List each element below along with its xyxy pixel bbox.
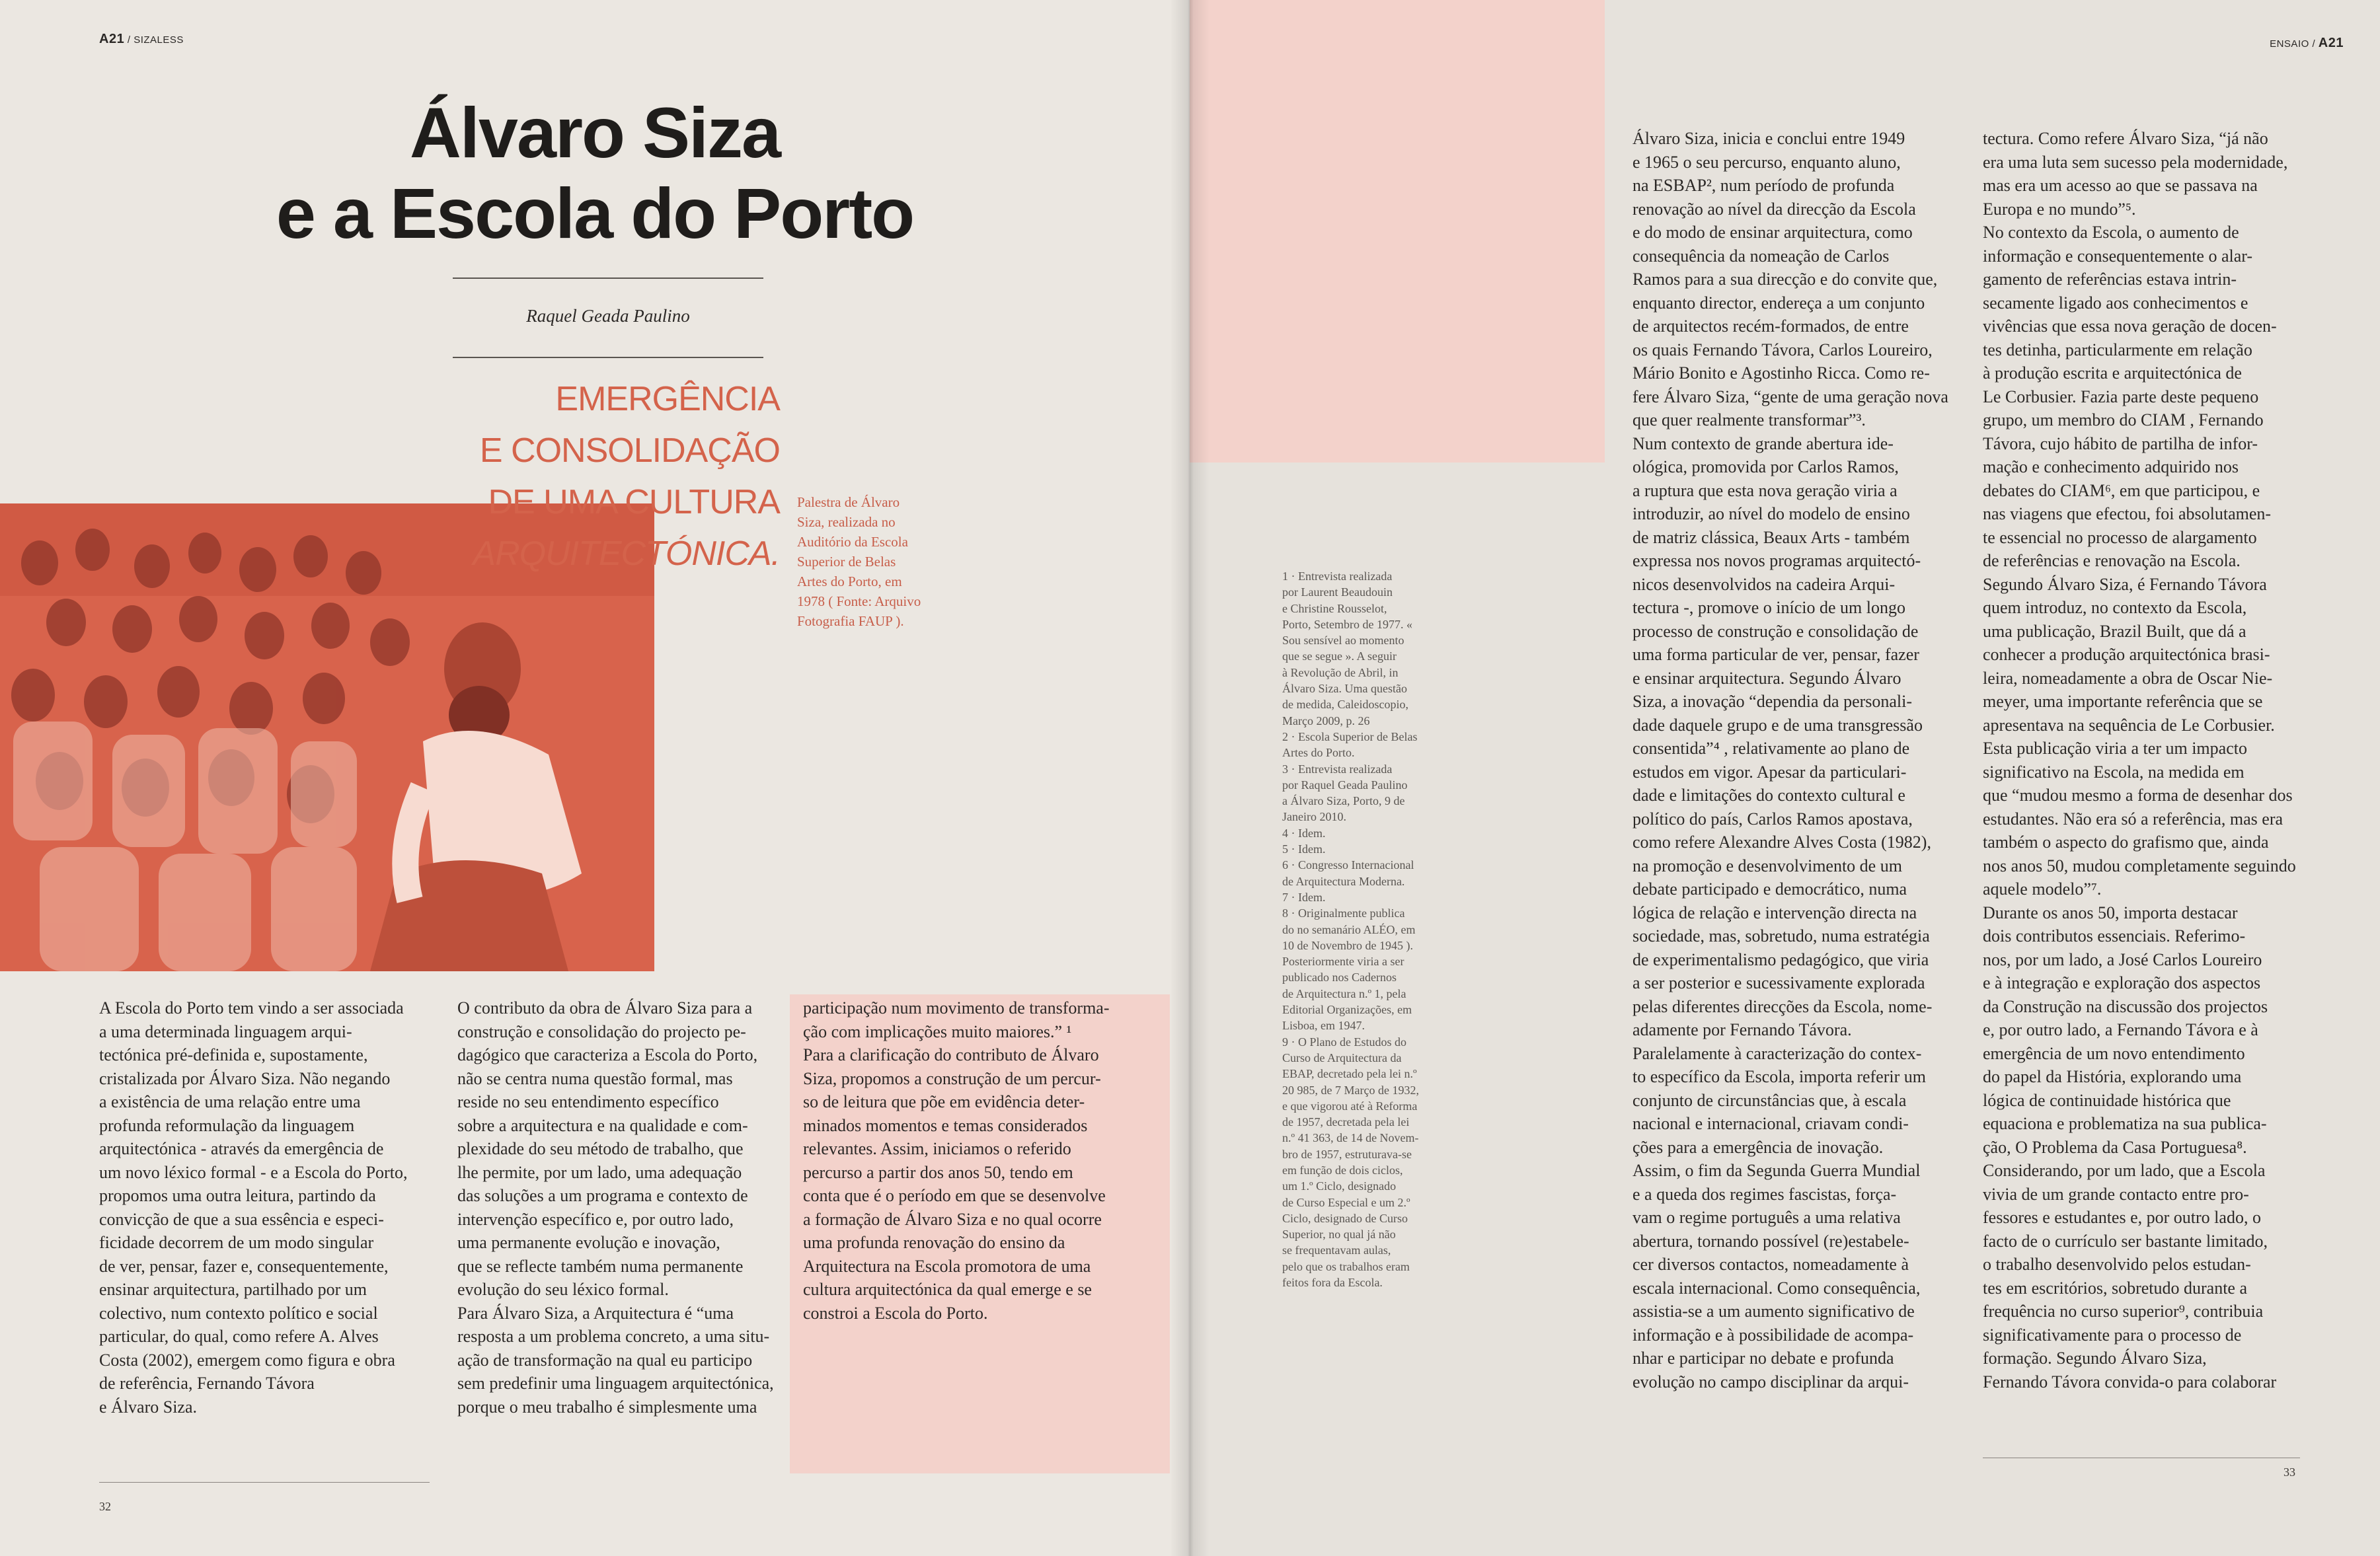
body-text-line: dagógico que caracteriza a Escola do Porto, xyxy=(457,1045,758,1064)
body-text-line: significativo na Escola, na medida em xyxy=(1983,762,2245,782)
body-text-line: Le Corbusier. Fazia parte deste pequeno xyxy=(1983,387,2259,406)
body-text-line: que se reflecte também numa permanente xyxy=(457,1256,744,1276)
header-separator: / xyxy=(2309,38,2319,50)
footnote-line: e que vigorou até à Reforma xyxy=(1282,1099,1418,1113)
body-text-line: Para a clarificação do contributo de Álvaro xyxy=(803,1045,1099,1064)
footnote-line: Março 2009, p. 26 xyxy=(1282,714,1370,727)
body-text-line: adamente por Fernando Távora. xyxy=(1632,1020,1852,1039)
body-text-line: meyer, uma importante referência que se xyxy=(1983,692,2263,711)
footnote-line: 9 · O Plano de Estudos do xyxy=(1282,1035,1406,1049)
body-text-line: reside no seu entendimento específico xyxy=(457,1092,719,1111)
body-text-line: como refere Alexandre Alves Costa (1982), xyxy=(1632,833,1931,852)
body-text-line: ção com implicações muito maiores.” ¹ xyxy=(803,1021,1072,1041)
footnote-line: 20 985, de 7 Março de 1932, xyxy=(1282,1083,1419,1097)
body-text-line: de referência, Fernando Távora xyxy=(99,1374,315,1393)
subtitle-line-4: ARQUITECTÓNICA. xyxy=(473,535,780,573)
body-text-line: abertura, tornando possível (re)estabele- xyxy=(1632,1231,1909,1251)
body-text-line: Távora, cujo hábito de partilha de infor- xyxy=(1983,433,2258,453)
body-text-line: cristalizada por Álvaro Siza. Não negando xyxy=(99,1068,391,1088)
body-text-line: informação e consequentemente o alar- xyxy=(1983,246,2253,266)
body-text-line: a ruptura que esta nova geração viria a xyxy=(1632,480,1898,500)
pink-corner-block xyxy=(1190,0,1605,463)
body-text-line: uma permanente evolução e inovação, xyxy=(457,1233,720,1252)
body-text-line: facto de o currículo ser bastante limitado, xyxy=(1983,1231,2268,1251)
body-text-line: Para Álvaro Siza, a Arquitectura é “uma xyxy=(457,1303,734,1323)
body-text-line: dade daquele grupo e de uma transgressão xyxy=(1632,715,1923,735)
caption-line: Artes do Porto, em xyxy=(797,574,902,589)
footnote-line: a Álvaro Siza, Porto, 9 de xyxy=(1282,794,1405,808)
body-text-line: os quais Fernando Távora, Carlos Loureiro, xyxy=(1632,340,1933,359)
body-text-line: ológica, promovida por Carlos Ramos, xyxy=(1632,457,1899,476)
body-text-line: nacional e internacional, criavam condi- xyxy=(1632,1114,1909,1133)
body-text-line: de referências e renovação na Escola. xyxy=(1983,551,2241,570)
body-text-line: e Álvaro Siza. xyxy=(99,1397,198,1417)
body-text-line: fere Álvaro Siza, “gente de uma geração nova xyxy=(1632,387,1948,406)
footnote-line: 3 · Entrevista realizada xyxy=(1282,762,1393,776)
body-text-line: debates do CIAM⁶, em que participou, e xyxy=(1983,480,2260,500)
body-text-line: tectura. Como refere Álvaro Siza, “já não xyxy=(1983,129,2268,148)
body-text-line: nicos desenvolvidos na cadeira Arqui- xyxy=(1632,574,1896,594)
body-text-line: Assim, o fim da Segunda Guerra Mundial xyxy=(1632,1161,1921,1180)
body-text-line: Siza, a inovação “dependia da personali- xyxy=(1632,692,1913,711)
author-name: Raquel Geada Paulino xyxy=(526,306,690,326)
footnote-line: de Arquitectura Moderna. xyxy=(1282,874,1405,888)
body-text-line: Considerando, por um lado, que a Escola xyxy=(1983,1161,2266,1180)
body-text-line: Álvaro Siza, inicia e conclui entre 1949 xyxy=(1632,129,1905,148)
footnote-line: Sou sensível ao momento xyxy=(1282,634,1404,648)
body-text-line: nos anos 50, mudou completamente seguindo xyxy=(1983,856,2296,875)
body-column-1 xyxy=(99,996,436,1419)
body-text-line: expressa nos novos programas arquitectó- xyxy=(1632,551,1921,570)
footnote-line: 2 · Escola Superior de Belas xyxy=(1282,729,1418,743)
body-text-line: particular, do qual, como refere A. Alves xyxy=(99,1327,379,1346)
body-text-line: um novo léxico formal - e a Escola do Porto, xyxy=(99,1162,408,1182)
footnote-line: 8 · Originalmente publica xyxy=(1282,907,1405,920)
body-text-line: leira, nomeadamente a obra de Oscar Nie- xyxy=(1983,668,2273,688)
caption-line: Auditório da Escola xyxy=(797,534,908,550)
body-text-line: mas era um acesso ao que se passava na xyxy=(1983,176,2258,195)
body-text-line: estudantes. Não era só a referência, mas era xyxy=(1983,809,2284,829)
footnote-line: de Arquitectura n.º 1, pela xyxy=(1282,986,1406,1000)
right-page-header xyxy=(2270,36,2344,51)
body-text-line: propomos uma outra leitura, partindo da xyxy=(99,1186,376,1205)
body-text-line: escala internacional. Como consequência, xyxy=(1632,1278,1921,1298)
body-text-line: tes em escritórios, sobretudo durante a xyxy=(1983,1278,2247,1298)
footnote-line: um 1.º Ciclo, designado xyxy=(1282,1179,1397,1193)
body-column-right-2 xyxy=(1983,127,2326,1393)
body-text-line: conjunto de circunstâncias que, à escala xyxy=(1632,1090,1907,1110)
caption-line: Fotografia FAUP ). xyxy=(797,613,904,629)
body-text-line: equaciona e problematiza na sua publica- xyxy=(1983,1114,2267,1133)
footnote-line: que se segue ». A seguir xyxy=(1282,649,1397,663)
body-text-line: a ser posterior e sucessivamente explorada xyxy=(1632,973,1925,992)
footnote-line: 5 · Idem. xyxy=(1282,842,1326,856)
body-text-line: Siza, propomos a construção de um percur- xyxy=(803,1068,1101,1088)
body-text-line: dade e limitações do contexto cultural e xyxy=(1632,786,1905,805)
footer-rule-left xyxy=(99,1482,430,1483)
footnote-line: Superior, no qual já não xyxy=(1282,1228,1396,1241)
body-text-line: lógica de continuidade histórica que xyxy=(1983,1090,2231,1110)
book-spine-shadow xyxy=(1170,0,1209,1556)
footnote-line: do no semanário ALÉO, em xyxy=(1282,922,1416,936)
body-text-line: vivências que essa nova geração de docen- xyxy=(1983,316,2277,336)
body-column-right-1 xyxy=(1632,127,1983,1393)
footnote-line: e Christine Rousselot, xyxy=(1282,601,1387,615)
footnotes xyxy=(1282,568,1500,1290)
body-text-line: debate participado e democrático, numa xyxy=(1632,879,1907,899)
body-text-line: profunda reformulação da linguagem xyxy=(99,1115,355,1135)
caption-line: Palestra de Álvaro xyxy=(797,494,900,510)
caption-line: 1978 ( Fonte: Arquivo xyxy=(797,593,921,609)
body-text-line: vivia de um grande contacto entre pro- xyxy=(1983,1184,2249,1204)
title-rule-bottom xyxy=(453,357,763,358)
body-text-line: da Construção na discussão dos projectos xyxy=(1983,996,2268,1016)
body-text-line: e a queda dos regimes fascistas, força- xyxy=(1632,1184,1897,1204)
body-text-line: Costa (2002), emergem como figura e obra xyxy=(99,1350,395,1370)
body-text-line: Arquitectura na Escola promotora de uma xyxy=(803,1256,1091,1276)
body-text-line: nos, por um lado, a José Carlos Loureiro xyxy=(1983,949,2262,969)
subtitle-line-3: DE UMA CULTURA xyxy=(488,483,780,521)
body-text-line: emergência de um novo entendimento xyxy=(1983,1043,2245,1063)
footnote-line: pelo que os trabalhos eram xyxy=(1282,1259,1410,1273)
body-text-line: das soluções a um programa e contexto de xyxy=(457,1186,748,1205)
body-text-line: sem predefinir uma linguagem arquitectónica, xyxy=(457,1374,774,1393)
body-text-line: lhe permite, por um lado, uma adequação xyxy=(457,1162,742,1182)
body-text-line: Num contexto de grande abertura ide- xyxy=(1632,433,1894,453)
body-text-line: informação e à possibilidade de acompa- xyxy=(1632,1325,1914,1345)
subtitle-line-1: EMERGÊNCIA xyxy=(555,380,780,418)
body-text-line: era uma luta sem sucesso pela modernidade, xyxy=(1983,152,2288,172)
photo-caption xyxy=(797,492,962,631)
footnote-line: EBAP, decretado pela lei n.º xyxy=(1282,1067,1417,1081)
body-text-line: lógica de relação e intervenção directa na xyxy=(1632,903,1917,922)
body-text-line: estudos em vigor. Apesar da particulari- xyxy=(1632,762,1907,782)
footnote-line: 7 · Idem. xyxy=(1282,890,1326,904)
body-text-line: uma forma particular de ver, pensar, fazer xyxy=(1632,645,1919,664)
body-text-line: do papel da História, explorando uma xyxy=(1983,1067,2242,1086)
body-text-line: uma publicação, Brazil Built, que dá a xyxy=(1983,621,2246,641)
title-line-2: e a Escola do Porto xyxy=(276,173,914,253)
body-text-line: participação num movimento de transforma- xyxy=(803,998,1110,1018)
caption-line: Siza, realizada no xyxy=(797,514,896,530)
footnote-line: 1 · Entrevista realizada xyxy=(1282,570,1393,583)
body-column-2 xyxy=(457,996,794,1419)
body-text-line: nhar e participar no debate e profunda xyxy=(1632,1349,1894,1368)
body-text-line: relevantes. Assim, iniciamos o referido xyxy=(803,1139,1071,1158)
body-text-line: evolução do seu léxico formal. xyxy=(457,1280,669,1299)
body-text-line: O contributo da obra de Álvaro Siza para a xyxy=(457,998,753,1018)
article-subtitle xyxy=(410,373,780,579)
body-text-line: Ramos para a sua direcção e do convite que, xyxy=(1632,270,1938,289)
body-text-line: secamente ligado aos conhecimentos e xyxy=(1983,293,2248,313)
body-text-line: porque o meu trabalho é simplesmente uma xyxy=(457,1397,757,1417)
body-text-line: ação de transformação na qual eu participo xyxy=(457,1350,753,1370)
body-text-line: nas viagens que efectou, foi absolutamen- xyxy=(1983,504,2272,523)
body-text-line: minados momentos e temas considerados xyxy=(803,1115,1088,1135)
body-text-line: pelas diferentes direcções da Escola, nome- xyxy=(1632,996,1933,1016)
footnote-line: por Laurent Beaudouin xyxy=(1282,585,1393,599)
body-text-line: quem introduz, no contexto da Escola, xyxy=(1983,598,2247,617)
body-text-line: assistia-se a um aumento significativo de xyxy=(1632,1302,1915,1321)
body-text-line: enquanto director, endereça a um conjunto xyxy=(1632,293,1925,313)
body-text-line: constroi a Escola do Porto. xyxy=(803,1303,988,1323)
footnote-line: Artes do Porto. xyxy=(1282,746,1355,760)
body-text-line: Esta publicação viria a ter um impacto xyxy=(1983,739,2247,758)
footnote-line: em função de dois ciclos, xyxy=(1282,1163,1403,1177)
body-text-line: frequência no curso superior⁹, contribuia xyxy=(1983,1302,2264,1321)
body-text-line: político do país, Carlos Ramos apostava, xyxy=(1632,809,1913,829)
body-text-line: a existência de uma relação entre uma xyxy=(99,1092,361,1111)
body-text-line: processo de construção e consolidação de xyxy=(1632,621,1919,641)
body-text-line: ção, O Problema da Casa Portuguesa⁸. xyxy=(1983,1137,2247,1157)
body-text-line: te essencial no processo de alargamento xyxy=(1983,527,2257,547)
body-text-line: que quer realmente transformar”³. xyxy=(1632,410,1866,429)
body-text-line: intervenção específico e, por outro lado, xyxy=(457,1209,734,1229)
body-text-line: sociedade, mas, sobretudo, numa estratégia xyxy=(1632,926,1930,945)
body-text-line: consequência da nomeação de Carlos xyxy=(1632,246,1890,266)
footnote-line: Editorial Organizações, em xyxy=(1282,1003,1412,1017)
caption-line: Superior de Belas xyxy=(797,554,896,570)
body-text-line: Durante os anos 50, importa destacar xyxy=(1983,903,2238,922)
footnote-line: 6 · Congresso Internacional xyxy=(1282,858,1414,872)
footnote-line: Álvaro Siza. Uma questão xyxy=(1282,682,1407,696)
body-text-line: so de leitura que põe em evidência deter- xyxy=(803,1092,1085,1111)
body-text-line: renovação ao nível da direcção da Escola xyxy=(1632,199,1916,219)
body-text-line: tectura -, promove o início de um longo xyxy=(1632,598,1906,617)
body-text-line: Paralelamente à caracterização do contex- xyxy=(1632,1043,1922,1063)
body-text-line: introduzir, ao nível do modelo de ensino xyxy=(1632,504,1910,523)
footnote-line: 4 · Idem. xyxy=(1282,826,1326,840)
body-text-line: arquitectónica - através da emergência de xyxy=(99,1139,384,1158)
body-text-line: de arquitectos recém-formados, de entre xyxy=(1632,316,1909,336)
body-text-line: e do modo de ensinar arquitectura, como xyxy=(1632,223,1913,242)
footnote-line: Lisboa, em 1947. xyxy=(1282,1019,1365,1033)
footnote-line: Posteriormente viria a ser xyxy=(1282,955,1404,969)
header-magazine-code: A21 xyxy=(2318,36,2344,50)
page-number-right: 33 xyxy=(2284,1465,2295,1479)
body-text-line: uma profunda renovação do ensino da xyxy=(803,1233,1065,1252)
footnote-line: bro de 1957, estruturava-se xyxy=(1282,1147,1412,1161)
body-text-line: aquele modelo”⁷. xyxy=(1983,879,2102,899)
body-text-line: construção e consolidação do projecto pe- xyxy=(457,1021,746,1041)
body-text-line: significativamente para o processo de xyxy=(1983,1325,2242,1345)
body-text-line: conta que é o período em que se desenvolve xyxy=(803,1186,1106,1205)
page-number-left: 32 xyxy=(99,1500,111,1513)
body-text-line: ficidade decorrem de um modo singular xyxy=(99,1233,374,1252)
body-text-line: cer diversos contactos, nomeadamente à xyxy=(1632,1255,1909,1274)
body-text-line: fessores e estudantes e, por outro lado, o xyxy=(1983,1208,2261,1227)
body-text-line: ções para a emergência de inovação. xyxy=(1632,1137,1884,1157)
body-text-line: e ensinar arquitectura. Segundo Álvaro xyxy=(1632,668,1901,688)
body-text-line: evolução no campo disciplinar da arqui- xyxy=(1632,1372,1909,1391)
body-text-line: vam o regime português a uma relativa xyxy=(1632,1208,1901,1227)
body-text-line: colectivo, num contexto político e social xyxy=(99,1303,378,1323)
body-text-line: tes detinha, particularmente em relação xyxy=(1983,340,2252,359)
body-text-line: consentida”⁴ , relativamente ao plano de xyxy=(1632,739,1910,758)
subtitle-line-2: E CONSOLIDAÇÃO xyxy=(479,431,780,470)
body-text-line: to específico da Escola, importa referir um xyxy=(1632,1067,1926,1086)
footnote-line: de medida, Caleidoscopio, xyxy=(1282,698,1408,712)
body-text-line: a uma determinada linguagem arqui- xyxy=(99,1021,352,1041)
body-text-line: o trabalho desenvolvido pelos estudan- xyxy=(1983,1255,2251,1274)
body-text-line: e 1965 o seu percurso, enquanto aluno, xyxy=(1632,152,1901,172)
body-text-line: conhecer a produção arquitectónica brasi- xyxy=(1983,645,2270,664)
footnote-line: de 1957, decretada pela lei xyxy=(1282,1115,1410,1129)
body-text-line: a formação de Álvaro Siza e no qual ocorre xyxy=(803,1209,1102,1229)
body-text-line: à produção escrita e arquitectónica de xyxy=(1983,363,2242,383)
body-text-line: não se centra numa questão formal, mas xyxy=(457,1068,733,1088)
body-text-line: grupo, um membro do CIAM , Fernando xyxy=(1983,410,2264,429)
body-text-line: A Escola do Porto tem vindo a ser associada xyxy=(99,998,404,1018)
body-text-line: na promoção e desenvolvimento de um xyxy=(1632,856,1902,875)
footnote-line: se frequentavam aulas, xyxy=(1282,1243,1391,1257)
body-text-line: resposta a um problema concreto, a uma situ- xyxy=(457,1327,770,1346)
footnote-line: 10 de Novembro de 1945 ). xyxy=(1282,938,1413,952)
footnote-line: à Revolução de Abril, in xyxy=(1282,665,1399,679)
footnote-line: Ciclo, designado de Curso xyxy=(1282,1211,1408,1225)
body-text-line: de experimentalismo pedagógico, que viria xyxy=(1632,949,1929,969)
body-text-line: mação e conhecimento adquirido nos xyxy=(1983,457,2239,476)
title-rule-top xyxy=(453,278,763,279)
body-text-line: No contexto da Escola, o aumento de xyxy=(1983,223,2239,242)
footnote-line: Curso de Arquitectura da xyxy=(1282,1051,1402,1064)
body-text-line: percurso a partir dos anos 50, tendo em xyxy=(803,1162,1073,1182)
body-text-line: tectónica pré-definida e, supostamente, xyxy=(99,1045,368,1064)
body-text-line: Fernando Távora convida-o para colaborar xyxy=(1983,1372,2277,1391)
footnote-line: Porto, Setembro de 1977. « xyxy=(1282,617,1412,631)
body-text-line: Mário Bonito e Agostinho Ricca. Como re- xyxy=(1632,363,1930,383)
body-text-line: plexidade do seu método de trabalho, que xyxy=(457,1139,744,1158)
body-text-line: que “mudou mesmo a forma de desenhar dos xyxy=(1983,786,2293,805)
body-text-line: convicção de que a sua essência e especi- xyxy=(99,1209,384,1229)
footnote-line: n.º 41 363, de 14 de Novem- xyxy=(1282,1131,1419,1145)
body-text-line: e à integração e exploração dos aspectos xyxy=(1983,973,2261,992)
body-text-line: apresentava na sequência de Le Corbusier. xyxy=(1983,715,2275,735)
title-line-1: Álvaro Siza xyxy=(409,93,781,172)
header-magazine-code: A21 xyxy=(99,32,125,46)
footnote-line: de Curso Especial e um 2.º xyxy=(1282,1195,1410,1209)
header-section-name: ENSAIO xyxy=(2270,38,2309,50)
header-section-name: / SIZALESS xyxy=(124,34,184,46)
body-text-line: gamento de referências estava intrin- xyxy=(1983,270,2237,289)
left-page-header xyxy=(99,32,184,47)
footnote-line: Janeiro 2010. xyxy=(1282,810,1346,824)
body-column-3 xyxy=(803,996,1160,1325)
body-text-line: na ESBAP², num período de profunda xyxy=(1632,176,1895,195)
body-text-line: também o aspecto do grafismo que, ainda xyxy=(1983,833,2269,852)
body-text-line: formação. Segundo Álvaro Siza, xyxy=(1983,1349,2207,1368)
article-title xyxy=(198,93,991,254)
body-text-line: cultura arquitectónica da qual emerge e se xyxy=(803,1280,1092,1299)
body-text-line: Segundo Álvaro Siza, é Fernando Távora xyxy=(1983,574,2267,594)
footnote-line: por Raquel Geada Paulino xyxy=(1282,778,1408,792)
footnote-line: publicado nos Cadernos xyxy=(1282,971,1397,984)
body-text-line: e, por outro lado, a Fernando Távora e à xyxy=(1983,1020,2258,1039)
footnote-line: feitos fora da Escola. xyxy=(1282,1276,1383,1290)
body-text-line: de matriz clássica, Beaux Arts - também xyxy=(1632,527,1910,547)
body-text-line: Europa e no mundo”⁵. xyxy=(1983,199,2136,219)
body-text-line: sobre a arquitectura e na qualidade e com- xyxy=(457,1115,748,1135)
body-text-line: ensinar arquitectura, partilhado por um xyxy=(99,1280,367,1299)
body-text-line: dois contributos essenciais. Referimo- xyxy=(1983,926,2246,945)
body-text-line: de ver, pensar, fazer e, consequentemente, xyxy=(99,1256,389,1276)
